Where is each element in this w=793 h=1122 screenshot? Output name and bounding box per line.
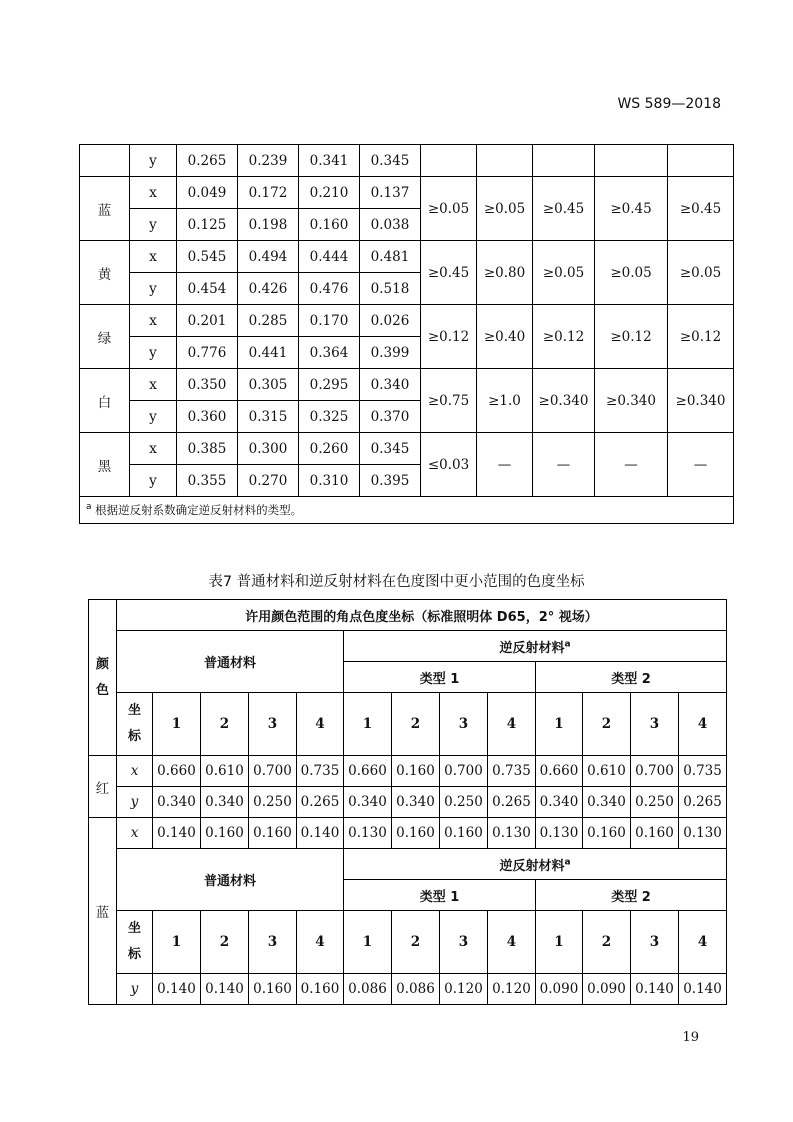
point-number: 3 (249, 693, 297, 756)
value-cell: 0.038 (360, 209, 421, 241)
value-cell: 0.137 (360, 177, 421, 209)
value-cell: 0.345 (360, 433, 421, 465)
coef-cell: ≥0.05 (477, 177, 533, 241)
value-cell: 0.120 (488, 974, 536, 1005)
footnote-mark: a (564, 639, 571, 650)
value-cell: 0.444 (299, 241, 360, 273)
point-number: 2 (583, 693, 631, 756)
point-number: 3 (631, 693, 679, 756)
coef-cell: ≥0.45 (595, 177, 668, 241)
value-cell: 0.265 (297, 787, 344, 818)
value-cell: 0.160 (201, 818, 249, 849)
value-cell: 0.160 (392, 818, 440, 849)
coef-cell: ≥0.05 (668, 241, 734, 305)
coef-cell: — (595, 433, 668, 497)
header-char: 色 (95, 682, 109, 698)
value-cell: 0.494 (238, 241, 299, 273)
point-number: 3 (249, 911, 297, 974)
coef-cell: ≥0.12 (595, 305, 668, 369)
table-6-continued (79, 144, 734, 524)
value-cell: 0.260 (299, 433, 360, 465)
value-cell: 0.360 (177, 401, 238, 433)
point-number: 3 (631, 911, 679, 974)
color-cell: 黑 (80, 433, 130, 497)
coef-cell: ≥0.12 (421, 305, 477, 369)
header-char: 坐 (127, 921, 141, 936)
header-char: 标 (127, 729, 141, 744)
value-cell: 0.364 (299, 337, 360, 369)
value-cell: 0.660 (536, 756, 583, 787)
coord-label: x (117, 818, 153, 849)
coord-label: y (130, 273, 177, 305)
value-cell: 0.086 (344, 974, 392, 1005)
table-row (80, 305, 734, 337)
table-row (80, 369, 734, 401)
coord-header (117, 911, 153, 974)
value-cell: 0.441 (238, 337, 299, 369)
point-number: 4 (679, 911, 727, 974)
coord-label: x (130, 305, 177, 337)
value-cell: 0.340 (201, 787, 249, 818)
value-cell: 0.265 (679, 787, 727, 818)
chromaticity-span-header: 许用颜色范围的角点色度坐标（标准照明体 D65，2° 视场） (117, 600, 727, 631)
footnote-mark: a (564, 857, 571, 868)
value-cell: 0.130 (488, 818, 536, 849)
coef-cell: ≥0.45 (421, 241, 477, 305)
value-cell: 0.340 (392, 787, 440, 818)
point-number: 4 (679, 693, 727, 756)
coef-cell: ≥0.40 (477, 305, 533, 369)
value-cell: 0.120 (440, 974, 488, 1005)
coef-cell: ≥0.05 (421, 177, 477, 241)
coord-label: x (130, 369, 177, 401)
value-cell: 0.340 (536, 787, 583, 818)
coord-label: y (130, 337, 177, 369)
table-row (89, 600, 727, 631)
value-cell: 0.610 (201, 756, 249, 787)
coef-cell: ≥0.80 (477, 241, 533, 305)
header-char: 坐 (127, 703, 141, 718)
coef-cell: ≥0.75 (421, 369, 477, 433)
coord-label: x (130, 177, 177, 209)
value-cell: 0.285 (238, 305, 299, 337)
table-row (89, 693, 727, 756)
value-cell: 0.140 (631, 974, 679, 1005)
retro-label: 逆反射材料 (499, 640, 565, 656)
value-cell: 0.700 (249, 756, 297, 787)
value-cell: 0.340 (583, 787, 631, 818)
coef-cell: ≤0.03 (421, 433, 477, 497)
value-cell: 0.160 (583, 818, 631, 849)
table-row (80, 241, 734, 273)
value-cell: 0.160 (631, 818, 679, 849)
value-cell: 0.250 (249, 787, 297, 818)
point-number: 4 (488, 911, 536, 974)
type-1-header: 类型 1 (344, 880, 536, 911)
value-cell: 0.239 (238, 145, 299, 177)
coord-label: y (130, 401, 177, 433)
coef-cell (668, 145, 734, 177)
table-row (89, 849, 727, 880)
coord-header (117, 693, 153, 756)
value-cell: 0.395 (360, 465, 421, 497)
value-cell: 0.399 (360, 337, 421, 369)
page-number: 19 (682, 1030, 699, 1045)
value-cell: 0.140 (153, 818, 201, 849)
value-cell: 0.086 (392, 974, 440, 1005)
value-cell: 0.140 (679, 974, 727, 1005)
table-row (89, 756, 727, 787)
value-cell: 0.265 (177, 145, 238, 177)
table-row (89, 787, 727, 818)
point-number: 1 (153, 911, 201, 974)
value-cell: 0.140 (153, 974, 201, 1005)
value-cell: 0.660 (153, 756, 201, 787)
point-number: 2 (583, 911, 631, 974)
coef-cell (477, 145, 533, 177)
value-cell: 0.545 (177, 241, 238, 273)
header-char: 颜 (95, 656, 109, 672)
header-char: 标 (127, 947, 141, 962)
table-row (80, 145, 734, 177)
value-cell: 0.385 (177, 433, 238, 465)
value-cell: 0.265 (488, 787, 536, 818)
coord-label: y (130, 465, 177, 497)
value-cell: 0.700 (440, 756, 488, 787)
coef-cell: ≥0.12 (668, 305, 734, 369)
table-row (80, 177, 734, 209)
value-cell: 0.026 (360, 305, 421, 337)
coef-cell: ≥0.12 (533, 305, 595, 369)
retro-label: 逆反射材料 (499, 858, 565, 874)
value-cell: 0.345 (360, 145, 421, 177)
coef-cell: — (668, 433, 734, 497)
value-cell: 0.090 (536, 974, 583, 1005)
value-cell: 0.295 (299, 369, 360, 401)
value-cell: 0.340 (153, 787, 201, 818)
color-cell-blue: 蓝 (89, 818, 117, 1005)
type-2-header: 类型 2 (536, 662, 727, 693)
point-number: 2 (201, 693, 249, 756)
point-number: 4 (297, 693, 344, 756)
coord-label: y (117, 974, 153, 1005)
coef-cell (595, 145, 668, 177)
value-cell: 0.610 (583, 756, 631, 787)
value-cell: 0.660 (344, 756, 392, 787)
footnote (80, 497, 734, 524)
value-cell: 0.160 (392, 756, 440, 787)
value-cell: 0.130 (344, 818, 392, 849)
point-number: 2 (392, 911, 440, 974)
value-cell: 0.250 (440, 787, 488, 818)
table-7-caption: 表7 普通材料和逆反射材料在色度图中更小范围的色度坐标 (208, 574, 585, 590)
value-cell: 0.125 (177, 209, 238, 241)
coord-label: y (130, 209, 177, 241)
value-cell: 0.201 (177, 305, 238, 337)
ordinary-material-header: 普通材料 (117, 849, 344, 911)
point-number: 1 (344, 693, 392, 756)
value-cell: 0.170 (299, 305, 360, 337)
table-row (89, 911, 727, 974)
value-cell: 0.340 (344, 787, 392, 818)
value-cell: 0.049 (177, 177, 238, 209)
color-cell (80, 145, 130, 177)
color-cell: 绿 (80, 305, 130, 369)
value-cell: 0.700 (631, 756, 679, 787)
value-cell: 0.735 (297, 756, 344, 787)
value-cell: 0.210 (299, 177, 360, 209)
value-cell: 0.160 (440, 818, 488, 849)
value-cell: 0.300 (238, 433, 299, 465)
value-cell: 0.160 (249, 818, 297, 849)
table-row (89, 818, 727, 849)
type-2-header: 类型 2 (536, 880, 727, 911)
color-cell-red: 红 (89, 756, 117, 818)
value-cell: 0.340 (360, 369, 421, 401)
value-cell: 0.370 (360, 401, 421, 433)
value-cell: 0.140 (297, 818, 344, 849)
point-number: 3 (440, 693, 488, 756)
coef-cell: ≥0.340 (668, 369, 734, 433)
value-cell: 0.130 (536, 818, 583, 849)
coef-cell (421, 145, 477, 177)
value-cell: 0.270 (238, 465, 299, 497)
coord-label: x (130, 433, 177, 465)
point-number: 1 (536, 911, 583, 974)
value-cell: 0.481 (360, 241, 421, 273)
coef-cell: ≥1.0 (477, 369, 533, 433)
coord-label: x (117, 756, 153, 787)
type-1-header: 类型 1 (344, 662, 536, 693)
ordinary-material-header: 普通材料 (117, 631, 344, 693)
value-cell: 0.172 (238, 177, 299, 209)
color-cell: 蓝 (80, 177, 130, 241)
coef-cell: — (533, 433, 595, 497)
point-number: 4 (488, 693, 536, 756)
value-cell: 0.315 (238, 401, 299, 433)
table-row (80, 433, 734, 465)
value-cell: 0.090 (583, 974, 631, 1005)
value-cell: 0.518 (360, 273, 421, 305)
document-id: WS 589—2018 (617, 96, 721, 112)
footnote-mark: a (86, 502, 92, 513)
value-cell: 0.160 (299, 209, 360, 241)
point-number: 1 (153, 693, 201, 756)
coef-cell: ≥0.340 (595, 369, 668, 433)
value-cell: 0.735 (488, 756, 536, 787)
coef-cell: ≥0.45 (533, 177, 595, 241)
coord-label: y (117, 787, 153, 818)
coord-label: y (130, 145, 177, 177)
value-cell: 0.776 (177, 337, 238, 369)
value-cell: 0.325 (299, 401, 360, 433)
value-cell: 0.160 (297, 974, 344, 1005)
value-cell: 0.426 (238, 273, 299, 305)
value-cell: 0.350 (177, 369, 238, 401)
table-row (89, 974, 727, 1005)
coef-cell: ≥0.45 (668, 177, 734, 241)
value-cell: 0.355 (177, 465, 238, 497)
value-cell: 0.454 (177, 273, 238, 305)
footnote-text: 根据逆反射系数确定逆反射材料的类型。 (95, 503, 303, 517)
coef-cell (533, 145, 595, 177)
value-cell: 0.140 (201, 974, 249, 1005)
coef-cell: ≥0.05 (595, 241, 668, 305)
value-cell: 0.250 (631, 787, 679, 818)
color-cell: 黄 (80, 241, 130, 305)
value-cell: 0.130 (679, 818, 727, 849)
color-cell: 白 (80, 369, 130, 433)
coef-cell: — (477, 433, 533, 497)
point-number: 1 (344, 911, 392, 974)
value-cell: 0.476 (299, 273, 360, 305)
table-row (89, 631, 727, 662)
value-cell: 0.305 (238, 369, 299, 401)
point-number: 2 (392, 693, 440, 756)
value-cell: 0.735 (679, 756, 727, 787)
point-number: 1 (536, 693, 583, 756)
retro-material-header (344, 631, 727, 662)
value-cell: 0.341 (299, 145, 360, 177)
coef-cell: ≥0.05 (533, 241, 595, 305)
coef-cell: ≥0.340 (533, 369, 595, 433)
color-header (89, 600, 117, 756)
coord-label: x (130, 241, 177, 273)
value-cell: 0.198 (238, 209, 299, 241)
retro-material-header (344, 849, 727, 880)
point-number: 4 (297, 911, 344, 974)
value-cell: 0.160 (249, 974, 297, 1005)
value-cell: 0.310 (299, 465, 360, 497)
point-number: 2 (201, 911, 249, 974)
point-number: 3 (440, 911, 488, 974)
table-7 (88, 599, 727, 1005)
